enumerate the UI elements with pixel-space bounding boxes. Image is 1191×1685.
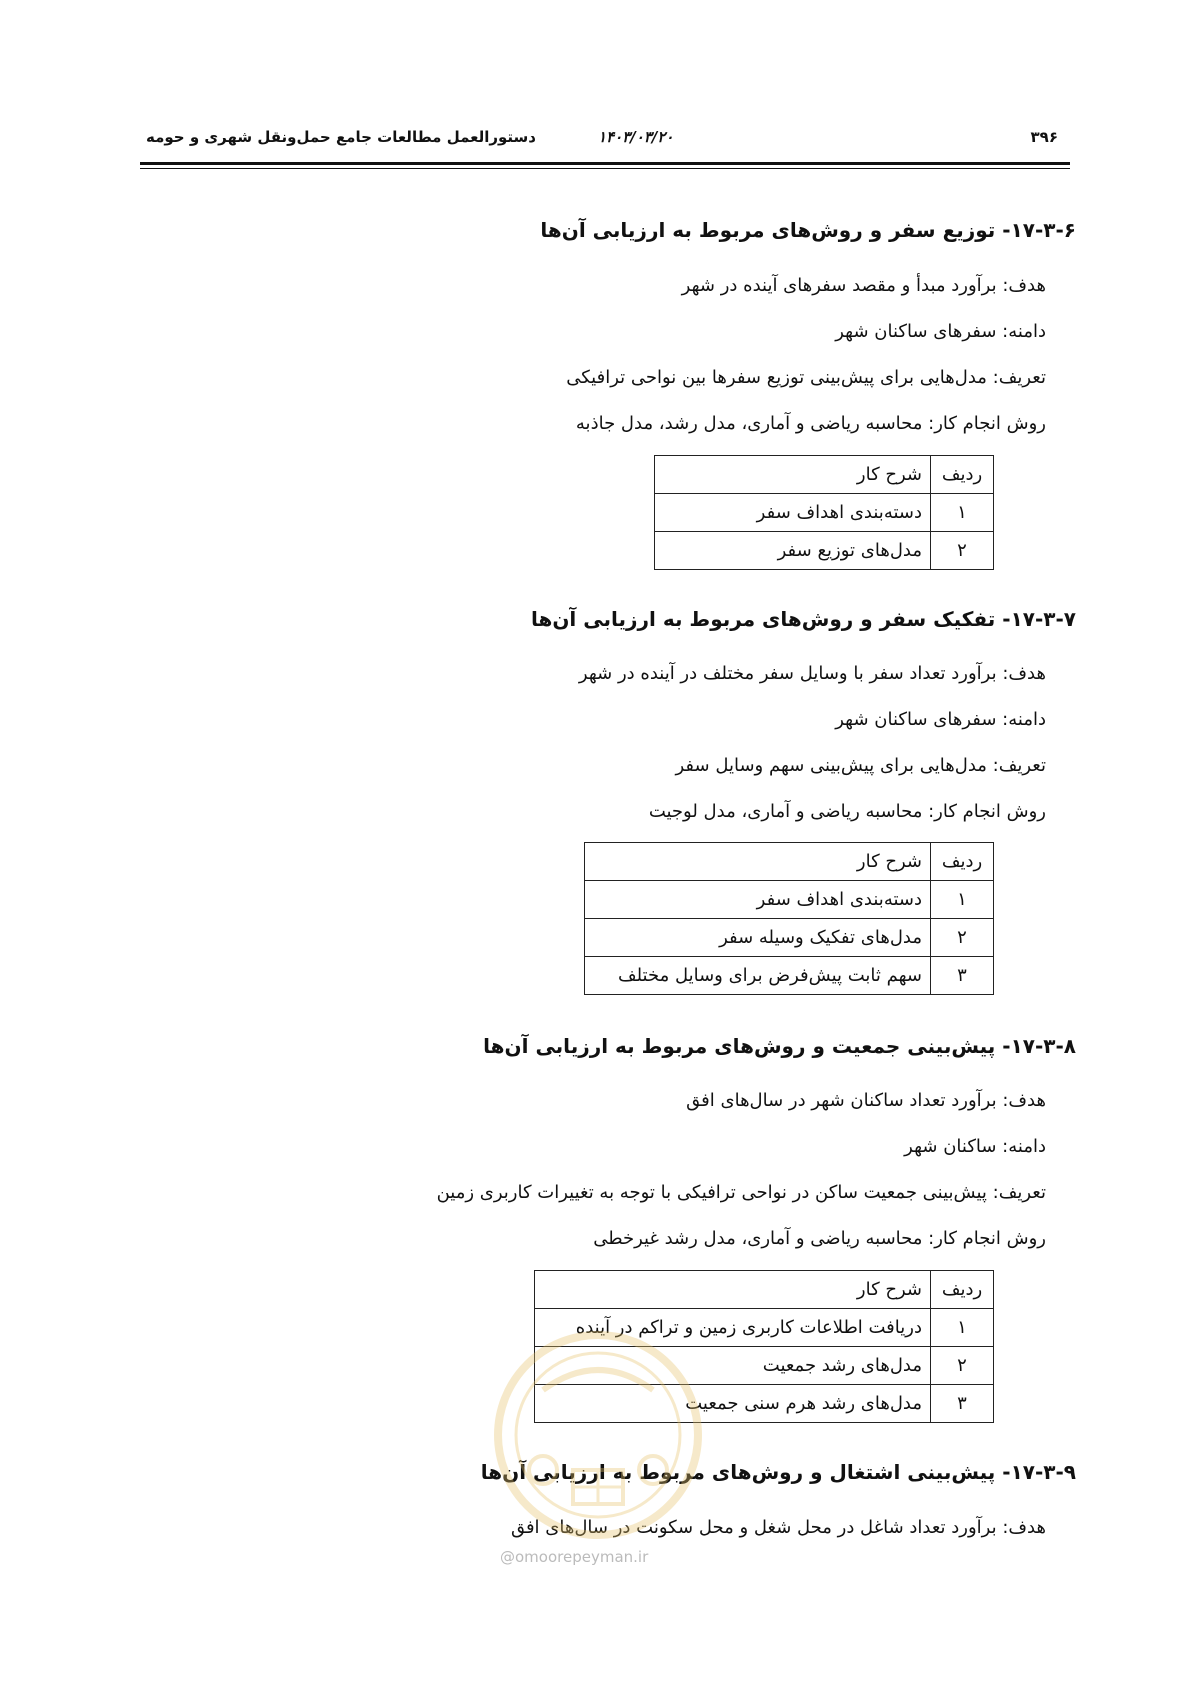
table-cell: مدل‌های تفکیک وسیله سفر bbox=[585, 919, 931, 957]
gear-logo-icon bbox=[488, 1320, 708, 1550]
table-header-cell: ردیف bbox=[931, 456, 994, 494]
table-cell: ۱ bbox=[931, 1309, 994, 1347]
definition-text: تعریف: پیش‌بینی جمعیت ساکن در نواحی ترافیکی با توجه به تغییرات کاربری زمین bbox=[436, 1182, 1046, 1203]
table-cell: سهم ثابت پیش‌فرض برای وسایل مختلف bbox=[585, 957, 931, 995]
scope-text: دامنه: سفرهای ساکنان شهر bbox=[835, 321, 1046, 342]
task-table bbox=[654, 455, 994, 570]
page-header bbox=[140, 128, 1070, 152]
goal-text: هدف: برآورد تعداد ساکنان شهر در سال‌های افق bbox=[686, 1090, 1046, 1111]
table-cell: دسته‌بندی اهداف سفر bbox=[585, 881, 931, 919]
table-cell: دسته‌بندی اهداف سفر bbox=[655, 494, 931, 532]
table-cell: ۳ bbox=[931, 957, 994, 995]
table-header-cell: ردیف bbox=[931, 843, 994, 881]
method-text: روش انجام کار: محاسبه ریاضی و آماری، مدل رشد غیرخطی bbox=[593, 1228, 1046, 1249]
goal-text: هدف: برآورد تعداد شاغل در محل شغل و محل سکونت در سال‌های افق bbox=[510, 1517, 1046, 1538]
table-row bbox=[585, 957, 994, 995]
table-header-cell: شرح کار bbox=[585, 843, 931, 881]
section-heading: ۱۷-۳-۶- توزیع سفر و روش‌های مربوط به ارزیابی آن‌ها bbox=[540, 218, 1076, 242]
table-header-cell: شرح کار bbox=[535, 1271, 931, 1309]
table-header-row bbox=[585, 843, 994, 881]
header-date: ۱۴۰۳/۰۳/۲۰ bbox=[598, 128, 674, 146]
table-cell: ۳ bbox=[931, 1385, 994, 1423]
task-table bbox=[584, 842, 994, 995]
goal-text: هدف: برآورد مبدأ و مقصد سفرهای آینده در شهر bbox=[681, 275, 1046, 296]
header-rule-thin bbox=[140, 168, 1070, 169]
page-number: ۳۹۶ bbox=[1030, 128, 1058, 146]
table-header-row bbox=[655, 456, 994, 494]
watermark-logo bbox=[488, 1320, 708, 1554]
table-cell: ۲ bbox=[931, 1347, 994, 1385]
table-header-row bbox=[535, 1271, 994, 1309]
definition-text: تعریف: مدل‌هایی برای پیش‌بینی توزیع سفرها بین نواحی ترافیکی bbox=[566, 367, 1046, 388]
table-row bbox=[655, 494, 994, 532]
scope-text: دامنه: سفرهای ساکنان شهر bbox=[835, 709, 1046, 730]
section-heading: ۱۷-۳-۷- تفکیک سفر و روش‌های مربوط به ارزیابی آن‌ها bbox=[530, 607, 1076, 631]
table-row bbox=[585, 881, 994, 919]
table-cell: ۲ bbox=[931, 532, 994, 570]
watermark-text: @omoorepeyman.ir bbox=[500, 1548, 649, 1566]
table-cell: مدل‌های توزیع سفر bbox=[655, 532, 931, 570]
goal-text: هدف: برآورد تعداد سفر با وسایل سفر مختلف در آینده در شهر bbox=[578, 663, 1046, 684]
table-row bbox=[655, 532, 994, 570]
header-rule bbox=[140, 162, 1070, 165]
definition-text: تعریف: مدل‌هایی برای پیش‌بینی سهم وسایل سفر bbox=[675, 755, 1046, 776]
table-cell: ۲ bbox=[931, 919, 994, 957]
table-header-cell: شرح کار bbox=[655, 456, 931, 494]
scope-text: دامنه: ساکنان شهر bbox=[904, 1136, 1046, 1157]
table-cell: مدل‌های رشد هرم سنی جمعیت bbox=[535, 1385, 931, 1423]
table-cell: دریافت اطلاعات کاربری زمین و تراکم در آینده bbox=[535, 1309, 931, 1347]
section-heading: ۱۷-۳-۸- پیش‌بینی جمعیت و روش‌های مربوط به ارزیابی آن‌ها bbox=[483, 1034, 1076, 1058]
method-text: روش انجام کار: محاسبه ریاضی و آماری، مدل رشد، مدل جاذبه bbox=[575, 413, 1046, 434]
table-cell: ۱ bbox=[931, 494, 994, 532]
table-row bbox=[585, 919, 994, 957]
header-title: دستورالعمل مطالعات جامع حمل‌ونقل شهری و حومه bbox=[146, 128, 536, 146]
table-header-cell: ردیف bbox=[931, 1271, 994, 1309]
section-heading: ۱۷-۳-۹- پیش‌بینی اشتغال و روش‌های مربوط به ارزیابی آن‌ها bbox=[480, 1460, 1076, 1484]
table-cell: ۱ bbox=[931, 881, 994, 919]
method-text: روش انجام کار: محاسبه ریاضی و آماری، مدل لوجیت bbox=[648, 801, 1046, 822]
table-cell: مدل‌های رشد جمعیت bbox=[535, 1347, 931, 1385]
